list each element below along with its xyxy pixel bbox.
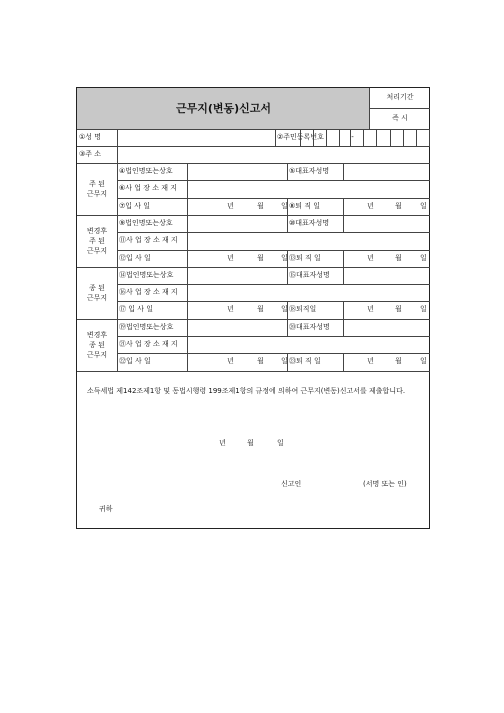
join-year-unit: 년 <box>227 201 234 210</box>
date-year-unit: 년 <box>219 439 226 447</box>
join-day-unit: 일 <box>281 253 288 262</box>
rrn-dash: - <box>351 133 354 141</box>
group-label-line: 근무지 <box>86 293 108 302</box>
group-label-line: 변경후 <box>86 226 108 235</box>
group-label-line: 종 된 <box>89 340 105 349</box>
rrn-box-divider <box>403 129 404 146</box>
join-day-unit: 일 <box>281 201 288 210</box>
leave-year-unit: 년 <box>367 357 374 366</box>
corp-name-label: ⑨법인명또는상호 <box>119 218 173 227</box>
leave-year-unit: 년 <box>367 305 374 314</box>
date-month-unit: 월 <box>247 439 254 447</box>
representative-name-label: ⑮대표자성명 <box>289 270 330 279</box>
join-date-label: ㉒입 사 일 <box>119 357 151 366</box>
group-label-line: 주 된 <box>89 179 105 188</box>
group-label-line: 종 된 <box>89 283 105 292</box>
processing-period-label: 처리기간 <box>386 93 414 101</box>
leave-date-label: ⑧퇴 직 일 <box>289 201 321 210</box>
leave-date-label: ㉓퇴 직 일 <box>289 357 321 366</box>
join-month-unit: 월 <box>257 253 264 262</box>
rrn-box-divider <box>326 129 327 146</box>
address-label: ③주 소 <box>79 150 102 158</box>
report-form <box>76 87 430 529</box>
leave-month-unit: 월 <box>395 201 402 210</box>
join-year-unit: 년 <box>227 253 234 262</box>
name-label: ①성 명 <box>79 133 102 141</box>
rrn-box-divider <box>339 129 340 146</box>
leave-date-label: ⑱퇴직일 <box>289 305 317 314</box>
leave-month-unit: 월 <box>395 357 402 366</box>
rrn-label: ②주민등록번호 <box>277 133 324 141</box>
leave-month-unit: 월 <box>395 253 402 262</box>
leave-day-unit: 일 <box>420 253 427 262</box>
rrn-box-divider <box>376 129 377 146</box>
declaration-text: 소득세법 제142조제1항 및 동법시행령 199조제1항의 규정에 의하여 근무지(변동)신고서를 제출합니다. <box>87 387 406 395</box>
business-location-label: ⑯사 업 장 소 재 지 <box>119 288 178 297</box>
processing-period-value: 즉 시 <box>392 114 408 122</box>
join-date-label: ⑫입 사 일 <box>119 253 151 262</box>
date-day-unit: 일 <box>277 439 284 447</box>
representative-name-label: ⑩대표자성명 <box>289 218 330 227</box>
group-label <box>77 226 117 256</box>
group-label-line: 변경후 <box>86 330 108 339</box>
join-date-label: ⑦입 사 일 <box>119 201 151 210</box>
leave-year-unit: 년 <box>367 201 374 210</box>
corp-name-label: ④법인명또는상호 <box>119 167 173 175</box>
address-field[interactable] <box>121 148 421 161</box>
representative-name-label: ⑤대표자성명 <box>289 167 330 175</box>
join-day-unit: 일 <box>281 357 288 366</box>
rrn-box-divider <box>416 129 417 146</box>
group-label <box>77 330 117 360</box>
leave-month-unit: 월 <box>395 305 402 314</box>
join-year-unit: 년 <box>227 305 234 314</box>
join-day-unit: 일 <box>281 305 288 314</box>
join-month-unit: 월 <box>257 201 264 210</box>
rrn-box-divider <box>363 129 364 146</box>
recipient-label: 귀하 <box>99 505 113 513</box>
corp-name-label: ⑲법인명또는상호 <box>119 322 174 331</box>
group-label-line: 주 된 <box>89 236 105 245</box>
rrn-box-divider <box>313 129 314 146</box>
leave-day-unit: 일 <box>420 305 427 314</box>
leave-day-unit: 일 <box>420 201 427 210</box>
rrn-box-divider <box>300 129 301 146</box>
leave-year-unit: 년 <box>367 253 374 262</box>
group-label <box>77 179 117 199</box>
join-month-unit: 월 <box>257 305 264 314</box>
join-date-label: ⑰ 입 사 일 <box>119 305 153 314</box>
rrn-box-divider <box>429 129 430 146</box>
join-month-unit: 월 <box>257 357 264 366</box>
group-label-line: 근무지 <box>86 246 108 255</box>
business-location-label: ㉑사 업 장 소 재 지 <box>119 340 178 348</box>
leave-date-label: ⑬퇴 직 일 <box>289 253 321 262</box>
rrn-box-divider <box>350 129 351 146</box>
leave-day-unit: 일 <box>420 357 427 366</box>
representative-name-label: ⑳대표자성명 <box>289 322 330 331</box>
form-title: 근무지(변동)신고서 <box>175 102 272 115</box>
corp-name-label: ⑭법인명또는상호 <box>119 270 174 279</box>
title-box <box>77 88 370 129</box>
business-location-label: ⑥사 업 장 소 재 지 <box>119 184 177 193</box>
reporter-label: 신고인 <box>281 480 302 488</box>
rrn-box-divider <box>390 129 391 146</box>
group-label-line: 근무지 <box>86 189 108 198</box>
business-location-label: ⑪사 업 장 소 재 지 <box>119 236 178 245</box>
group-label-line: 근무지 <box>86 350 108 359</box>
join-year-unit: 년 <box>227 357 234 366</box>
group-label <box>77 283 117 303</box>
sign-note: (서명 또는 인) <box>363 480 407 488</box>
